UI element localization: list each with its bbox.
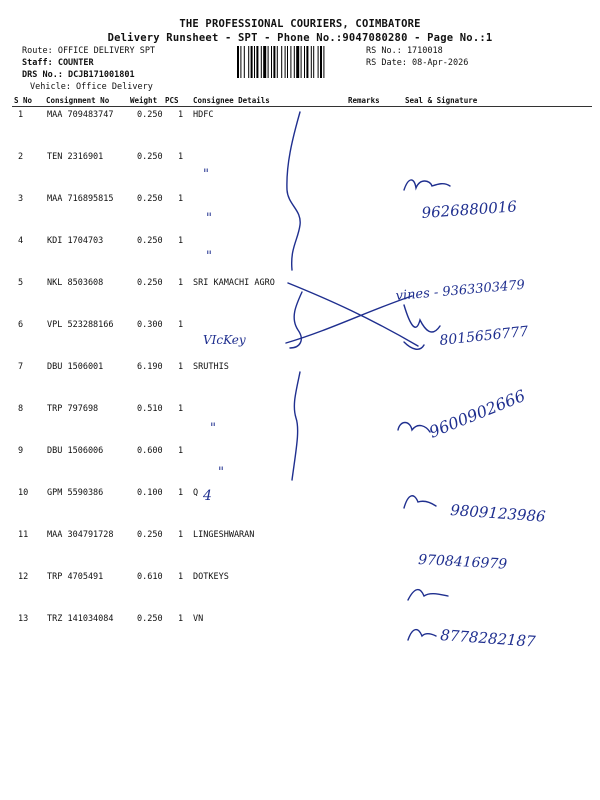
col-pcs: PCS (165, 96, 179, 105)
row-sno: 9 (18, 446, 24, 456)
row-sno: 3 (18, 194, 24, 204)
row-consignment: MAA 304791728 (47, 530, 114, 540)
row-sno: 4 (18, 236, 24, 246)
row-weight: 0.610 (137, 572, 163, 582)
row-sno: 5 (18, 278, 24, 288)
company-name: THE PROFESSIONAL COURIERS, COIMBATORE (179, 18, 421, 30)
row-consignee: SRUTHIS (193, 362, 229, 372)
signature-stroke (398, 423, 430, 433)
vehicle-label: Vehicle: Office Delivery (30, 82, 153, 92)
row-pcs: 1 (178, 320, 184, 330)
drs-number: DRS No.: DCJB171001801 (22, 70, 135, 80)
signature-stroke (404, 180, 450, 190)
handwritten-phone: vines - 9363303479 (395, 277, 526, 304)
row-consignment: TRZ 141034084 (47, 614, 114, 624)
row-consignee: DOTKEYS (193, 572, 229, 582)
row-consignee: VN (193, 614, 204, 624)
ditto-brace-stroke (292, 372, 300, 480)
row-pcs: 1 (178, 236, 184, 246)
row-weight: 0.250 (137, 530, 163, 540)
row-consignee: HDFC (193, 110, 214, 120)
row-pcs: 1 (178, 572, 184, 582)
rs-number: RS No.: 1710018 (366, 46, 443, 56)
signature-stroke (404, 496, 436, 508)
row-consignment: GPM 5590386 (47, 488, 104, 498)
ditto-mark: " (210, 421, 216, 436)
handwritten-phone: 9626880016 (421, 197, 518, 222)
row-consignment: MAA 709483747 (47, 110, 114, 120)
route-label: Route: OFFICE DELIVERY SPT (22, 46, 156, 56)
row-pcs: 1 (178, 530, 184, 540)
cross-line (286, 296, 412, 343)
handwritten-name-vickey: VIcKey (203, 333, 246, 347)
row-consignment: TEN 2316901 (47, 152, 104, 162)
col-weight: Weight (130, 96, 158, 105)
staff-label: Staff: COUNTER (22, 58, 94, 68)
row-pcs: 1 (178, 194, 184, 204)
ditto-mark: " (218, 465, 224, 480)
row-pcs: 1 (178, 362, 184, 372)
handwritten-phone: 9708416979 (417, 552, 508, 573)
row-weight: 0.250 (137, 278, 163, 288)
col-consignee-details: Consignee Details (193, 96, 270, 105)
ditto-mark: " (206, 249, 212, 264)
ditto-mark: " (206, 211, 212, 226)
row-consignment: TRP 797698 (47, 404, 99, 414)
row-weight: 0.250 (137, 110, 163, 120)
row-pcs: 1 (178, 110, 184, 120)
row-sno: 13 (18, 614, 29, 624)
signature-stroke (404, 305, 440, 332)
rs-date: RS Date: 08-Apr-2026 (366, 58, 469, 68)
row-consignee: LINGESHWARAN (193, 530, 255, 540)
row-pcs: 1 (178, 614, 184, 624)
signature-stroke (408, 630, 436, 640)
col-remarks: Remarks (348, 96, 380, 105)
handwritten-phone: 9809123986 (449, 501, 547, 526)
row-sno: 8 (18, 404, 24, 414)
handwritten-phone: 8778282187 (439, 626, 537, 651)
row-sno: 12 (18, 572, 29, 582)
row-consignee: SRI KAMACHI AGRO (193, 278, 275, 288)
row-pcs: 1 (178, 404, 184, 414)
row-consignment: DBU 1506001 (47, 362, 104, 372)
row-sno: 2 (18, 152, 24, 162)
row-consignment: MAA 716895815 (47, 194, 114, 204)
row-weight: 0.250 (137, 194, 163, 204)
row-consignee: Q (193, 488, 199, 498)
row-weight: 0.250 (137, 614, 163, 624)
handwritten-digit: 4 (203, 488, 212, 504)
row-consignment: TRP 4705491 (47, 572, 104, 582)
col-consignment: Consignment No (46, 96, 110, 105)
row-consignment: NKL 8503608 (47, 278, 104, 288)
row-weight: 0.600 (137, 446, 163, 456)
ditto-brace-stroke (287, 112, 300, 270)
row-pcs: 1 (178, 278, 184, 288)
row-weight: 0.250 (137, 236, 163, 246)
row-pcs: 1 (178, 488, 184, 498)
signature-stroke (408, 590, 448, 600)
col-seal-signature: Seal & Signature (405, 96, 478, 105)
row-weight: 0.300 (137, 320, 163, 330)
row-consignment: VPL 523288166 (47, 320, 114, 330)
row-weight: 0.250 (137, 152, 163, 162)
row-weight: 0.100 (137, 488, 163, 498)
runsheet-subtitle: Delivery Runsheet - SPT - Phone No.:9047080280 - Page No.:1 (107, 32, 493, 44)
row-pcs: 1 (178, 446, 184, 456)
row-sno: 1 (18, 110, 24, 120)
row-sno: 10 (18, 488, 29, 498)
row-sno: 11 (18, 530, 29, 540)
row-sno: 6 (18, 320, 24, 330)
handwritten-phone: 9600902666 (426, 385, 528, 442)
row-consignment: DBU 1506006 (47, 446, 104, 456)
row-consignment: KDI 1704703 (47, 236, 104, 246)
handwritten-phone: 8015656777 (438, 323, 530, 349)
row-pcs: 1 (178, 152, 184, 162)
row-weight: 6.190 (137, 362, 163, 372)
row-weight: 0.510 (137, 404, 163, 414)
col-sno: S No (14, 96, 33, 105)
row-sno: 7 (18, 362, 24, 372)
ditto-mark: " (203, 167, 209, 182)
